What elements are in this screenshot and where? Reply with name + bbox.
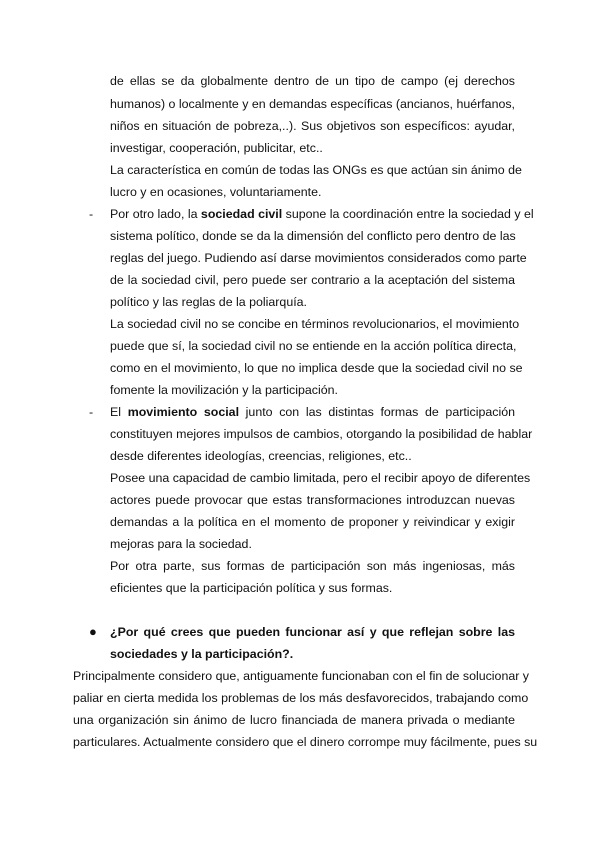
text-line: particulares. Actualmente considero que el dinero corrompe muy fácilmente, pues su: [73, 735, 538, 749]
question-heading: ¿Por qué crees que pueden funcionar así y que reflejan sobre las: [110, 625, 515, 639]
list-dash: -: [89, 405, 94, 419]
text-line: paliar en cierta medida los problemas de los más desfavorecidos, trabajando como: [73, 691, 529, 705]
text-line: de la sociedad civil, pero puede ser contrario a la aceptación del sistema: [110, 273, 515, 287]
list-dash: -: [89, 207, 94, 221]
bold-term: movimiento social: [127, 405, 240, 419]
text-line: constituyen mejores impulsos de cambios, otorgando la posibilidad de hablar: [110, 427, 533, 441]
text-line: fomente la movilización y la participación.: [110, 383, 338, 397]
text-line: mejoras para la sociedad.: [110, 537, 252, 551]
text-line: La sociedad civil no se concibe en términos revolucionarios, el movimiento: [110, 317, 520, 331]
bold-term: sociedad civil: [200, 207, 283, 221]
text-line: eficientes que la participación política y sus formas.: [110, 581, 393, 595]
list-item-sociedad-civil: Por otro lado, la sociedad civil supone la coordinación entre la sociedad y el: [110, 207, 534, 221]
text-line: Posee una capacidad de cambio limitada, pero el recibir apoyo de diferentes: [110, 471, 531, 485]
text-line: actores puede provocar que estas transformaciones introduzcan nuevas: [110, 493, 515, 507]
text-line: desde diferentes ideologías, creencias, religiones, etc..: [110, 449, 412, 463]
question-heading: sociedades y la participación?.: [110, 647, 294, 661]
text-line: niños en situación de pobreza,..). Sus objetivos son específicos: ayudar,: [110, 119, 515, 133]
text-line: puede que sí, la sociedad civil no se entiende en la acción política directa,: [110, 339, 517, 353]
text-line: sistema político, donde se da la dimensión del conflicto pero dentro de las: [110, 229, 516, 243]
bullet-icon: ●: [89, 624, 97, 639]
text-line: político y las reglas de la poliarquía.: [110, 295, 307, 309]
text-line: como en el movimiento, lo que no implica desde que la sociedad civil no se: [110, 361, 523, 375]
text-line: Por otra parte, sus formas de participación son más ingeniosas, más: [110, 559, 515, 573]
text-line: La característica en común de todas las ONGs es que actúan sin ánimo de: [110, 163, 522, 177]
list-item-movimiento-social: El movimiento social junto con las distintas formas de participación: [110, 405, 515, 419]
text-line: lucro y en ocasiones, voluntariamente.: [110, 185, 322, 199]
text-line: investigar, cooperación, publicitar, etc..: [110, 141, 323, 155]
text-line: reglas del juego. Pudiendo así darse movimientos considerados como parte: [110, 251, 527, 265]
text-line: de ellas se da globalmente dentro de un tipo de campo (ej derechos: [110, 74, 515, 88]
text-line: Principalmente considero que, antiguamente funcionaban con el fin de solucionar y: [73, 669, 529, 683]
text-line: humanos) o localmente y en demandas específicas (ancianos, huérfanos,: [110, 97, 515, 111]
text-line: demandas a la política en el momento de proponer y reivindicar y exigir: [110, 515, 515, 529]
text-line: una organización sin ánimo de lucro financiada de manera privada o mediante: [73, 713, 515, 727]
